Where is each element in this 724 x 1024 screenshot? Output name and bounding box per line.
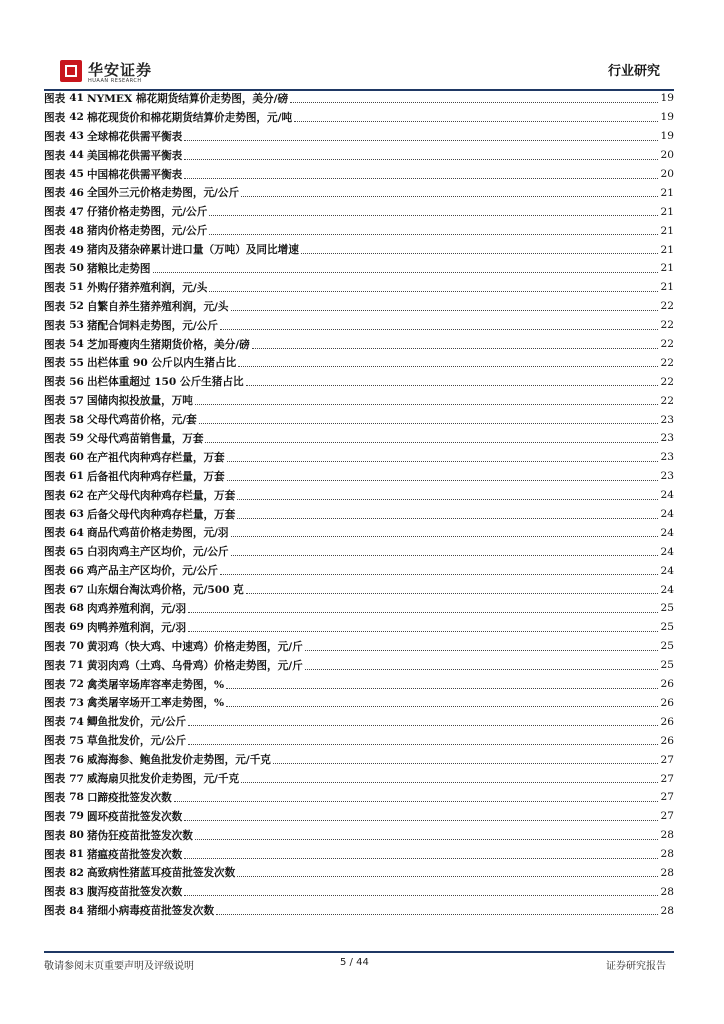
toc-entry[interactable]: [44, 675, 674, 694]
toc-entry-title: 父母代鸡苗销售量，万套: [86, 432, 204, 445]
toc-entry-page: 27: [660, 810, 674, 823]
toc-entry-label: 图表: [44, 697, 66, 710]
toc-entry-number: 46: [69, 186, 84, 199]
toc-entry-number: 79: [69, 810, 84, 823]
toc-entry-page: 22: [660, 394, 674, 407]
toc-entry[interactable]: [44, 845, 674, 864]
toc-entry-label: 图表: [44, 659, 66, 672]
toc-entry-page: 21: [660, 205, 674, 218]
toc-entry-page: 26: [660, 715, 674, 728]
toc-leader-dots: [246, 385, 658, 386]
toc-entry-label: 图表: [44, 584, 66, 597]
toc-entry[interactable]: [44, 108, 674, 127]
toc-entry[interactable]: [44, 448, 674, 467]
toc-entry-label: 图表: [44, 867, 66, 880]
toc-entry-number: 41: [69, 92, 84, 105]
toc-entry-page: 27: [660, 791, 674, 804]
toc-entry-number: 51: [69, 281, 84, 294]
toc-entry-page: 22: [660, 356, 674, 369]
toc-entry-page: 20: [660, 168, 674, 180]
toc-entry-label: 图表: [44, 829, 66, 842]
toc-entry-label: 图表: [44, 395, 66, 408]
toc-leader-dots: [226, 688, 658, 689]
toc-entry-number: 60: [69, 451, 84, 464]
brand-name: 华安证券: [88, 61, 153, 79]
toc-entry[interactable]: [44, 580, 674, 599]
toc-entry[interactable]: [44, 202, 674, 221]
toc-entry-title: 鸡产品主产区均价，元/公斤: [86, 565, 218, 578]
toc-leader-dots: [237, 499, 658, 500]
toc-entry-title: NYMEX 棉花期货结算价走势图，美分/磅: [86, 92, 289, 105]
toc-entry-label: 图表: [44, 621, 66, 634]
toc-entry-title: 在产父母代肉种鸡存栏量，万套: [86, 489, 236, 502]
toc-entry-title: 口蹄疫批签发次数: [86, 791, 172, 804]
toc-entry-title: 全球棉花供需平衡表: [86, 130, 183, 143]
toc-entry-title: 后备父母代肉种鸡存栏量，万套: [86, 508, 236, 521]
toc-leader-dots: [220, 329, 658, 330]
toc-entry-page: 28: [660, 904, 674, 917]
toc-entry-page: 22: [660, 338, 674, 351]
toc-entry[interactable]: [44, 353, 674, 372]
toc-entry-page: 24: [660, 526, 674, 539]
toc-entry[interactable]: [44, 826, 674, 845]
toc-leader-dots: [184, 178, 658, 179]
toc-entry-label: 图表: [44, 848, 66, 861]
toc-entry-title: 自繁自养生猪养殖利润，元/头: [86, 300, 229, 313]
toc-leader-dots: [273, 763, 658, 764]
toc-entry-number: 77: [69, 772, 84, 785]
toc-entry-page: 24: [660, 545, 674, 558]
disclaimer-note: 敬请参阅末页重要声明及评级说明: [44, 961, 194, 972]
toc-entry-title: 猪肉价格走势图，元/公斤: [86, 225, 208, 238]
toc-leader-dots: [227, 480, 658, 481]
toc-leader-dots: [209, 215, 658, 216]
toc-leader-dots: [195, 839, 658, 840]
toc-entry-page: 19: [660, 111, 674, 124]
toc-entry[interactable]: [44, 637, 674, 656]
toc-entry-title: 黄羽肉鸡（土鸡、乌骨鸡）价格走势图，元/斤: [86, 659, 303, 672]
toc-entry-page: 25: [660, 621, 674, 634]
toc-entry-number: 78: [69, 791, 84, 804]
toc-entry-page: 24: [660, 583, 674, 596]
toc-leader-dots: [184, 140, 658, 141]
toc-entry[interactable]: [44, 656, 674, 675]
toc-leader-dots: [153, 272, 659, 273]
toc-entry-label: 图表: [44, 546, 66, 559]
toc-entry-number: 47: [69, 205, 84, 218]
toc-entry-label: 图表: [44, 187, 66, 200]
toc-entry-label: 图表: [44, 111, 66, 124]
toc-entry-label: 图表: [44, 451, 66, 464]
toc-entry[interactable]: [44, 391, 674, 410]
toc-entry-page: 25: [660, 640, 674, 653]
toc-entry-number: 82: [69, 866, 84, 879]
toc-entry-number: 83: [69, 885, 84, 898]
toc-entry[interactable]: [44, 694, 674, 713]
toc-entry-number: 62: [69, 489, 84, 502]
toc-entry-title: 高致病性猪蓝耳疫苗批签发次数: [86, 867, 236, 880]
toc-entry-title: 芝加哥瘦肉生猪期货价格，美分/磅: [86, 338, 250, 351]
toc-entry[interactable]: [44, 618, 674, 637]
section-title: 行业研究: [607, 64, 660, 79]
toc-entry-label: 图表: [44, 206, 66, 219]
toc-entry[interactable]: [44, 523, 674, 542]
toc-entry-label: 图表: [44, 716, 66, 729]
toc-entry-label: 图表: [44, 92, 66, 105]
toc-entry-label: 图表: [44, 886, 66, 899]
toc-entry-title: 仔猪价格走势图，元/公斤: [86, 206, 208, 219]
toc-entry-title: 禽类屠宰场库容率走势图，%: [86, 678, 225, 691]
toc-entry-page: 21: [660, 186, 674, 199]
toc-entry-number: 65: [69, 545, 84, 558]
toc-entry-label: 图表: [44, 225, 66, 238]
toc-entry[interactable]: [44, 599, 674, 618]
toc-leader-dots: [305, 669, 658, 670]
toc-entry-title: 禽类屠宰场开工率走势图，%: [86, 697, 225, 710]
toc-entry[interactable]: [44, 165, 674, 184]
toc-entry[interactable]: [44, 788, 674, 807]
toc-entry-page: 27: [660, 753, 674, 766]
toc-entry-label: 图表: [44, 508, 66, 521]
toc-entry[interactable]: [44, 712, 674, 731]
toc-entry[interactable]: [44, 146, 674, 165]
toc-leader-dots: [237, 876, 658, 877]
toc-entry-page: 23: [660, 432, 674, 445]
toc-entry-page: 28: [660, 866, 674, 879]
toc-entry-title: 白羽肉鸡主产区均价，元/公斤: [86, 546, 229, 559]
toc-entry-page: 21: [660, 243, 674, 256]
toc-entry-number: 68: [69, 602, 84, 615]
toc-entry[interactable]: [44, 807, 674, 826]
toc-entry-number: 55: [69, 356, 84, 369]
toc-entry-label: 图表: [44, 414, 66, 427]
toc-entry-title: 美国棉花供需平衡表: [86, 149, 183, 162]
toc-leader-dots: [184, 820, 658, 821]
toc-leader-dots: [294, 121, 658, 122]
toc-entry[interactable]: [44, 316, 674, 335]
toc-entry-number: 54: [69, 338, 84, 351]
toc-entry-page: 24: [660, 489, 674, 502]
toc-entry-number: 57: [69, 394, 84, 407]
toc-entry-number: 71: [69, 659, 84, 672]
toc-entry-page: 23: [660, 413, 674, 426]
page-number: 5 / 44: [340, 957, 369, 968]
toc-leader-dots: [188, 612, 658, 613]
toc-entry[interactable]: [44, 410, 674, 429]
toc-leader-dots: [209, 291, 658, 292]
toc-entry-number: 64: [69, 526, 84, 539]
toc-entry[interactable]: [44, 505, 674, 524]
toc-entry-number: 50: [69, 262, 84, 275]
toc-entry-number: 66: [69, 564, 84, 577]
toc-entry-label: 图表: [44, 905, 66, 918]
toc-entry-page: 27: [660, 772, 674, 785]
toc-entry-label: 图表: [44, 640, 66, 653]
toc-entry-page: 19: [660, 92, 674, 105]
toc-entry[interactable]: [44, 372, 674, 391]
toc-entry-label: 图表: [44, 357, 66, 370]
toc-entry-label: 图表: [44, 168, 66, 181]
toc-entry-label: 图表: [44, 773, 66, 785]
toc-leader-dots: [237, 518, 658, 519]
toc-entry-label: 图表: [44, 300, 66, 313]
toc-entry-title: 国储肉拟投放量，万吨: [86, 395, 193, 408]
toc-entry[interactable]: [44, 864, 674, 883]
toc-entry-number: 72: [69, 678, 84, 691]
toc-entry-page: 22: [660, 300, 674, 313]
toc-leader-dots: [231, 310, 658, 311]
toc-entry[interactable]: [44, 240, 674, 259]
toc-entry[interactable]: [44, 467, 674, 486]
toc-entry[interactable]: [44, 769, 674, 788]
toc-entry-label: 图表: [44, 319, 66, 332]
toc-entry-title: 中国棉花供需平衡表: [86, 168, 183, 181]
toc-entry-number: 43: [69, 130, 84, 143]
toc-entry-label: 图表: [44, 338, 66, 351]
toc-entry-page: 23: [660, 451, 674, 464]
toc-entry-title: 出栏体重 90 公斤以内生猪占比: [86, 357, 237, 370]
toc-entry-label: 图表: [44, 244, 66, 257]
toc-entry[interactable]: [44, 882, 674, 901]
toc-entry-number: 74: [69, 715, 84, 728]
toc-leader-dots: [174, 801, 658, 802]
toc-leader-dots: [188, 744, 658, 745]
toc-leader-dots: [241, 782, 658, 783]
toc-entry-title: 外购仔猪养殖利润，元/头: [86, 281, 208, 294]
toc-entry-page: 22: [660, 375, 674, 388]
toc-entry[interactable]: [44, 750, 674, 769]
toc-entry-number: 56: [69, 375, 84, 388]
toc-entry-label: 图表: [44, 565, 66, 578]
toc-entry-title: 猪细小病毒疫苗批签发次数: [86, 905, 215, 918]
toc-entry-page: 28: [660, 848, 674, 861]
toc-entry[interactable]: [44, 901, 674, 920]
toc-leader-dots: [188, 725, 658, 726]
toc-entry-page: 19: [660, 130, 674, 143]
huaan-logo-icon: [60, 60, 82, 82]
toc-entry-label: 图表: [44, 130, 66, 143]
toc-entry[interactable]: [44, 731, 674, 750]
toc-entry-number: 80: [69, 829, 84, 842]
toc-entry-title: 山东烟台淘汰鸡价格，元/500 克: [86, 584, 244, 597]
toc-entry-label: 图表: [44, 602, 66, 615]
toc-leader-dots: [184, 159, 658, 160]
toc-entry-number: 49: [69, 243, 84, 256]
toc-entry[interactable]: [44, 486, 674, 505]
toc-entry-label: 图表: [44, 149, 66, 162]
toc-entry-number: 44: [69, 149, 84, 162]
toc-leader-dots: [209, 234, 658, 235]
toc-entry[interactable]: [44, 221, 674, 240]
toc-leader-dots: [246, 593, 658, 594]
toc-entry-number: 84: [69, 904, 84, 917]
toc-entry-page: 28: [660, 829, 674, 842]
toc-entry-title: 商品代鸡苗价格走势图，元/羽: [86, 527, 229, 540]
toc-entry-number: 75: [69, 734, 84, 747]
toc-entry[interactable]: [44, 561, 674, 580]
toc-entry-page: 24: [660, 508, 674, 521]
toc-leader-dots: [290, 102, 658, 103]
toc-entry[interactable]: [44, 429, 674, 448]
toc-entry-label: 图表: [44, 791, 66, 804]
toc-leader-dots: [188, 631, 658, 632]
toc-entry-number: 45: [69, 168, 84, 180]
toc-entry-page: 21: [660, 224, 674, 237]
toc-entry[interactable]: [44, 183, 674, 202]
toc-entry-label: 图表: [44, 527, 66, 540]
toc-leader-dots: [184, 858, 658, 859]
toc-entry-title: 圆环疫苗批签发次数: [86, 810, 183, 823]
toc-entry-title: 肉鸡养殖利润，元/羽: [86, 602, 187, 615]
toc-leader-dots: [252, 348, 658, 349]
toc-leader-dots: [241, 196, 658, 197]
toc-entry-number: 59: [69, 432, 84, 445]
toc-leader-dots: [231, 555, 658, 556]
toc-entry-page: 25: [660, 659, 674, 672]
toc-entry-page: 21: [660, 281, 674, 294]
toc-entry[interactable]: [44, 127, 674, 146]
toc-entry-title: 猪粮比走势图: [86, 262, 151, 275]
toc-entry-title: 父母代鸡苗价格，元/套: [86, 414, 197, 427]
toc-entry-title: 肉鸭养殖利润，元/羽: [86, 621, 187, 634]
toc-entry-title: 出栏体重超过 150 公斤生猪占比: [86, 376, 244, 389]
toc-leader-dots: [301, 253, 658, 254]
toc-entry[interactable]: [44, 335, 674, 354]
toc-entry-label: 图表: [44, 470, 66, 483]
toc-entry-number: 63: [69, 508, 84, 521]
toc-entry-title: 棉花现货价和棉花期货结算价走势图，元/吨: [86, 111, 293, 124]
toc-leader-dots: [231, 536, 658, 537]
toc-leader-dots: [195, 404, 658, 405]
toc-entry-number: 52: [69, 300, 84, 313]
toc-entry-title: 鲫鱼批发价，元/公斤: [86, 716, 187, 729]
toc-leader-dots: [226, 706, 658, 707]
toc-entry-page: 26: [660, 678, 674, 691]
toc-entry[interactable]: [44, 542, 674, 561]
toc-leader-dots: [184, 895, 658, 896]
toc-entry[interactable]: [44, 89, 674, 108]
toc-entry-title: 黄羽鸡（快大鸡、中速鸡）价格走势图，元/斤: [86, 640, 303, 653]
toc-entry-label: 图表: [44, 754, 66, 767]
toc-leader-dots: [305, 650, 658, 651]
toc-entry-page: 26: [660, 696, 674, 709]
toc-entry-number: 69: [69, 621, 84, 634]
toc-entry-page: 26: [660, 734, 674, 747]
toc-entry-title: 全国外三元价格走势图，元/公斤: [86, 187, 240, 200]
toc-leader-dots: [205, 442, 658, 443]
toc-entry-title: 威海海参、鲍鱼批发价走势图，元/千克: [86, 754, 271, 767]
figure-index: [44, 89, 674, 920]
toc-entry[interactable]: [44, 297, 674, 316]
toc-entry-title: 草鱼批发价，元/公斤: [86, 735, 187, 748]
toc-entry-label: 图表: [44, 489, 66, 502]
toc-entry[interactable]: [44, 278, 674, 297]
brand-name-en: HUAAN RESEARCH: [88, 78, 142, 84]
toc-entry-number: 61: [69, 470, 84, 483]
toc-entry-number: 70: [69, 640, 84, 653]
toc-entry-page: 23: [660, 470, 674, 483]
toc-entry[interactable]: [44, 259, 674, 278]
toc-entry-page: 28: [660, 885, 674, 898]
toc-leader-dots: [199, 423, 658, 424]
toc-entry-title: 在产祖代肉种鸡存栏量，万套: [86, 451, 225, 464]
toc-entry-label: 图表: [44, 810, 66, 823]
page-header: [44, 56, 674, 90]
toc-entry-page: 22: [660, 319, 674, 332]
toc-entry-page: 20: [660, 149, 674, 162]
toc-leader-dots: [227, 461, 658, 462]
toc-entry-page: 24: [660, 564, 674, 577]
toc-entry-title: 猪伪狂疫苗批签发次数: [86, 829, 193, 842]
toc-entry-label: 图表: [44, 281, 66, 294]
toc-entry-number: 67: [69, 583, 84, 596]
toc-entry-title: 猪瘟疫苗批签发次数: [86, 848, 183, 861]
toc-entry-title: 后备祖代肉种鸡存栏量，万套: [86, 470, 225, 483]
toc-entry-label: 图表: [44, 262, 66, 275]
footer-rule: [44, 951, 674, 953]
toc-entry-number: 73: [69, 696, 84, 709]
toc-entry-number: 53: [69, 319, 84, 332]
toc-entry-number: 58: [69, 413, 84, 426]
toc-entry-number: 81: [69, 848, 84, 861]
toc-entry-title: 腹泻疫苗批签发次数: [86, 886, 183, 899]
toc-entry-label: 图表: [44, 735, 66, 748]
toc-entry-page: 21: [660, 262, 674, 275]
toc-entry-number: 76: [69, 753, 84, 766]
toc-leader-dots: [220, 574, 658, 575]
toc-entry-title: 威海扇贝批发价走势图，元/千克: [86, 773, 240, 785]
toc-entry-number: 42: [69, 111, 84, 124]
toc-entry-title: 猪肉及猪杂碎累计进口量（万吨）及同比增速: [86, 244, 299, 257]
toc-leader-dots: [238, 366, 658, 367]
toc-entry-number: 48: [69, 224, 84, 237]
toc-entry-label: 图表: [44, 678, 66, 691]
toc-leader-dots: [216, 914, 658, 915]
toc-entry-page: 25: [660, 602, 674, 615]
toc-entry-label: 图表: [44, 432, 66, 445]
toc-entry-title: 猪配合饲料走势图，元/公斤: [86, 319, 218, 332]
report-type: 证券研究报告: [606, 961, 666, 972]
toc-entry-label: 图表: [44, 376, 66, 389]
